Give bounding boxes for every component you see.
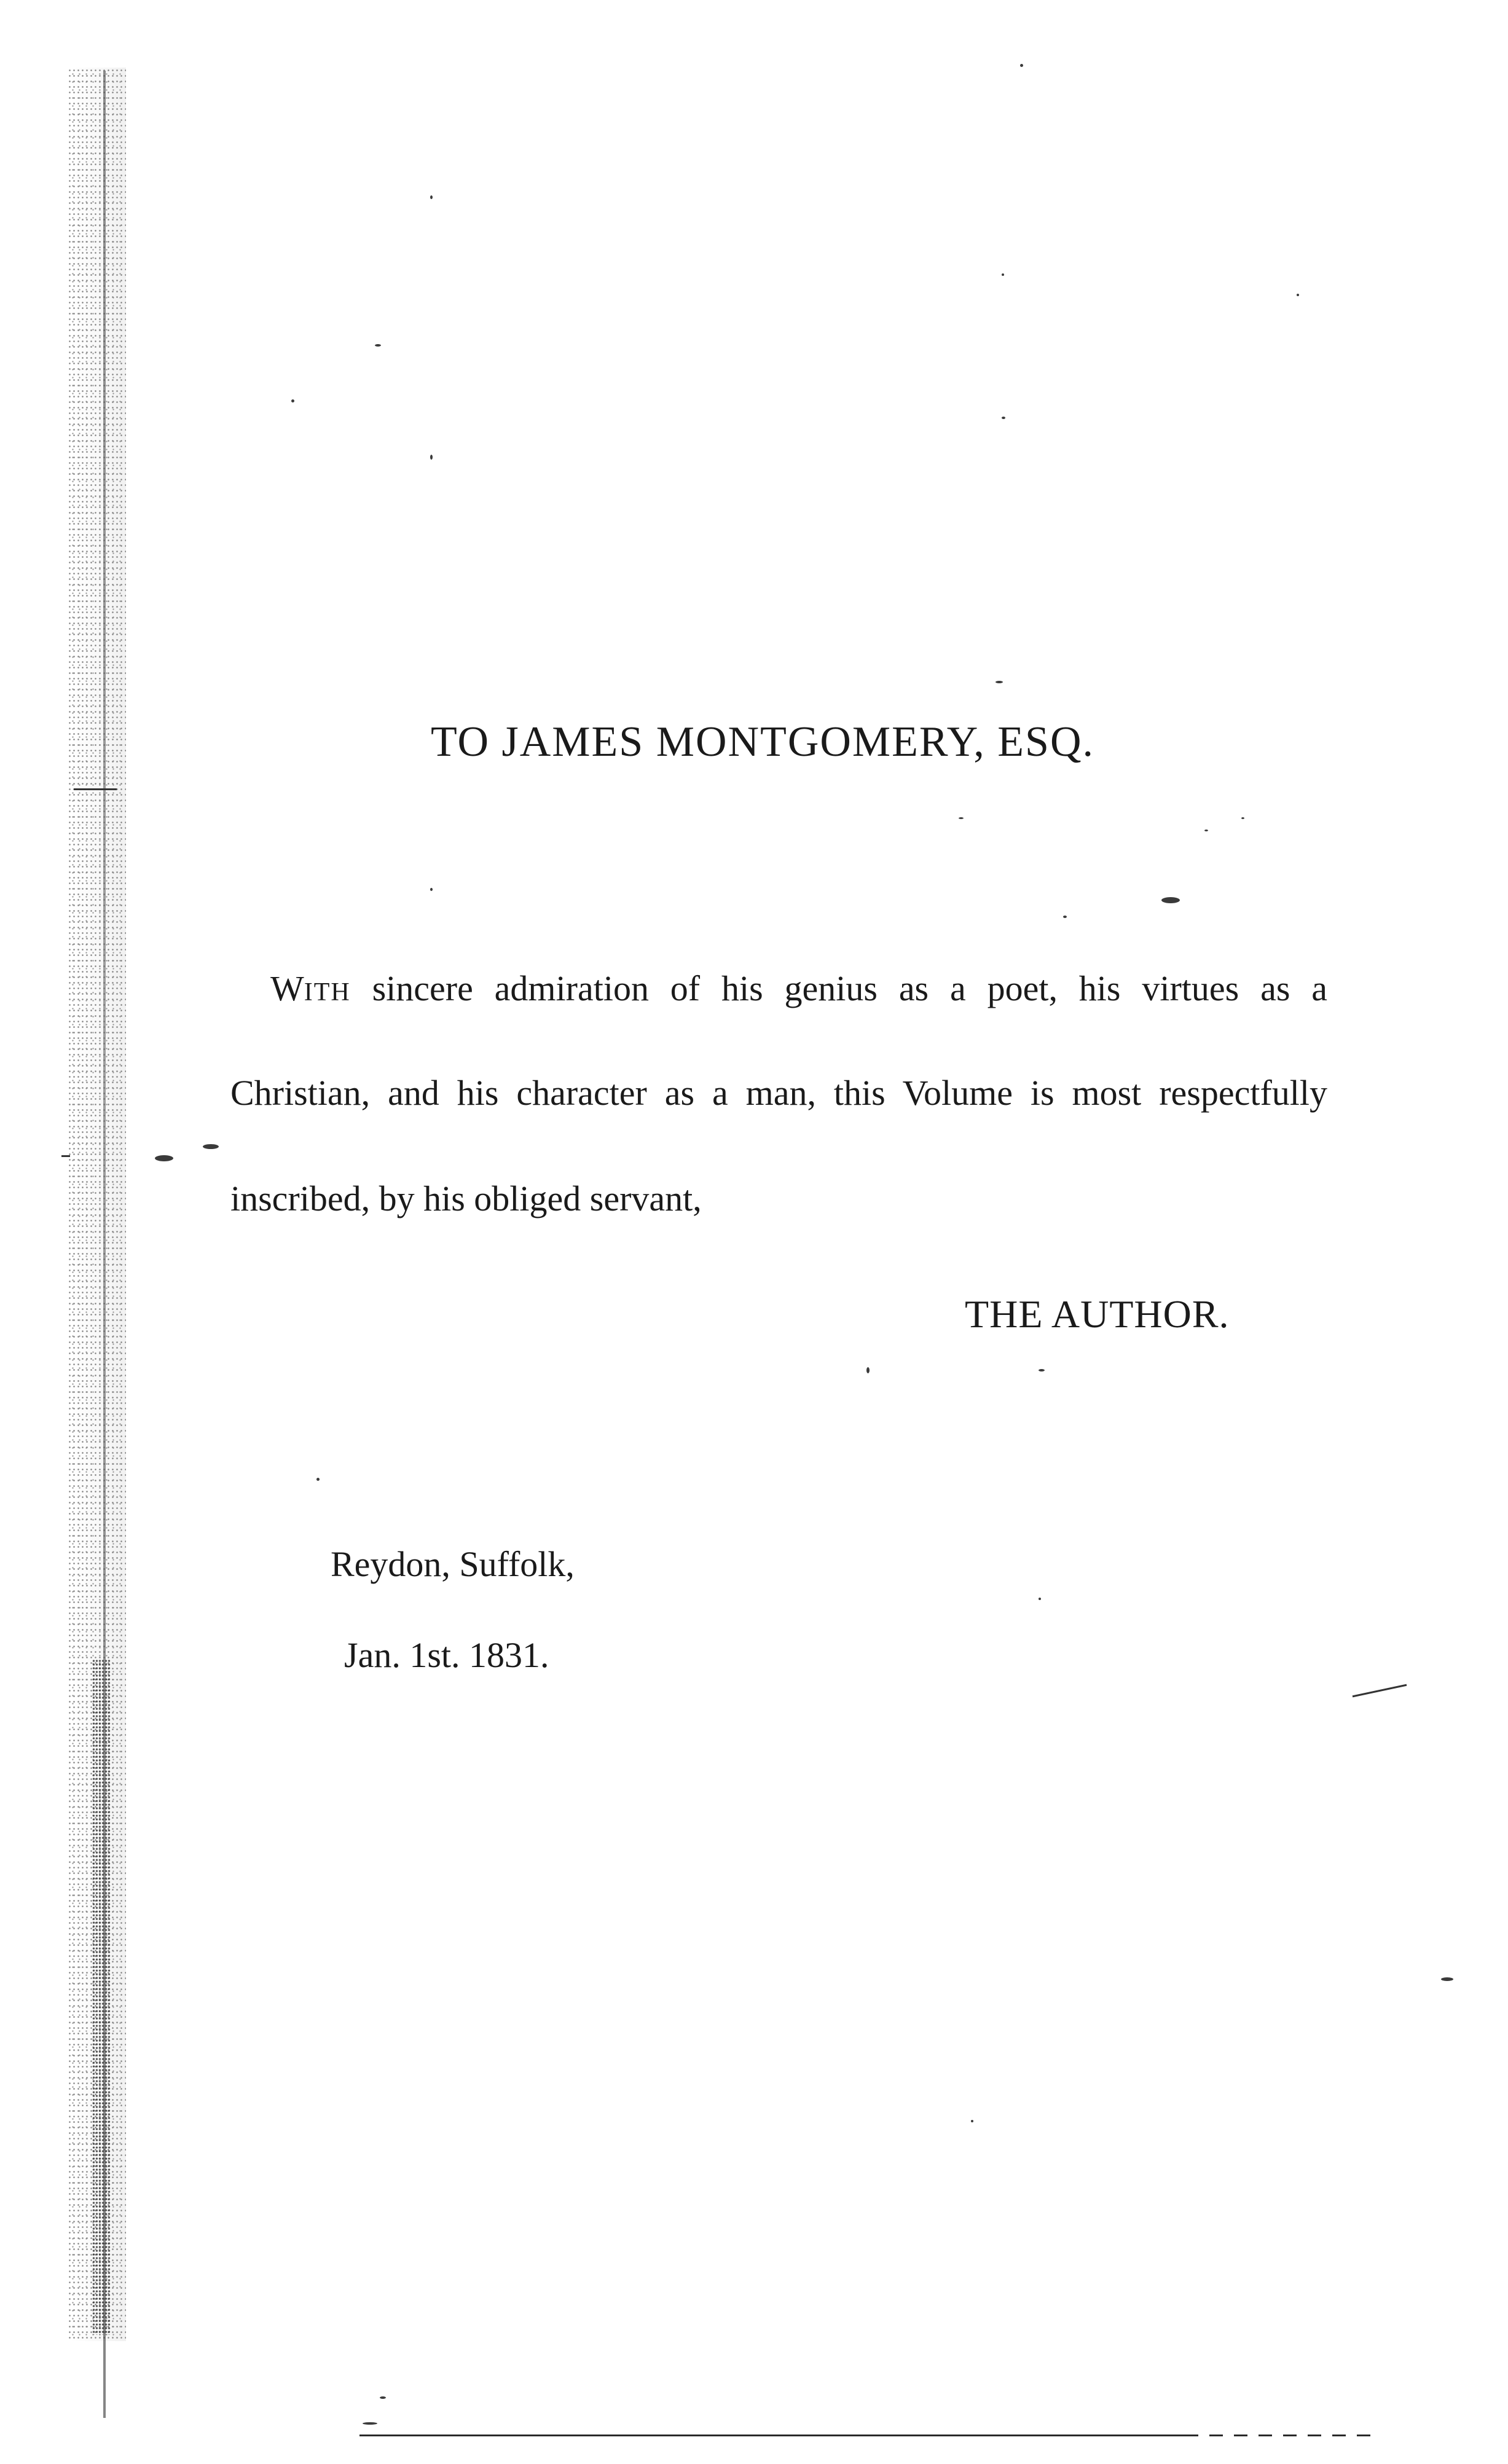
speck	[430, 455, 433, 460]
speck	[866, 1367, 870, 1373]
speck	[996, 681, 1003, 683]
speck	[291, 399, 294, 402]
speck	[1297, 294, 1299, 296]
signature: THE AUTHOR.	[965, 1292, 1230, 1336]
dedication-line-2: Christian, and his character as a man, this Volume is most respectfully	[230, 1073, 1327, 1113]
dedication-line-3: inscribed, by his obliged servant,	[230, 1179, 702, 1218]
speck	[1002, 417, 1005, 419]
speck	[430, 195, 433, 199]
spine-line	[103, 71, 106, 2418]
speck	[1020, 64, 1023, 67]
speck	[1063, 916, 1067, 918]
speck-cluster	[155, 1155, 173, 1161]
smallcaps-rest: ITH	[304, 978, 351, 1006]
stray-stroke	[61, 1155, 70, 1157]
speck	[959, 817, 964, 819]
speck	[316, 1478, 320, 1481]
speck	[971, 2120, 973, 2122]
speck	[1441, 1977, 1453, 1981]
speck	[1039, 1369, 1045, 1371]
speck	[1002, 273, 1004, 276]
speck-cluster	[203, 1144, 219, 1149]
dedication-heading: TO JAMES MONTGOMERY, ESQ.	[430, 718, 1095, 766]
speck	[1241, 817, 1244, 819]
speck	[375, 344, 381, 347]
line-1-text: sincere admiration of his genius as a poet, his virtues as a	[350, 968, 1327, 1008]
place-line: Reydon, Suffolk,	[331, 1544, 575, 1584]
speck-cluster	[1161, 897, 1180, 903]
speck	[1204, 830, 1208, 831]
speck	[1039, 1598, 1041, 1600]
speck	[363, 2422, 377, 2425]
bottom-rule-dash	[1198, 2435, 1380, 2437]
speck	[430, 888, 433, 891]
dedication-line-1	[270, 968, 1327, 1008]
stray-stroke	[74, 788, 117, 790]
smallcaps-initial: W	[270, 968, 304, 1008]
stray-stroke	[1353, 1684, 1407, 1698]
binding-shadow	[92, 1659, 111, 2335]
speck	[380, 2396, 386, 2399]
date-line: Jan. 1st. 1831.	[344, 1635, 549, 1675]
